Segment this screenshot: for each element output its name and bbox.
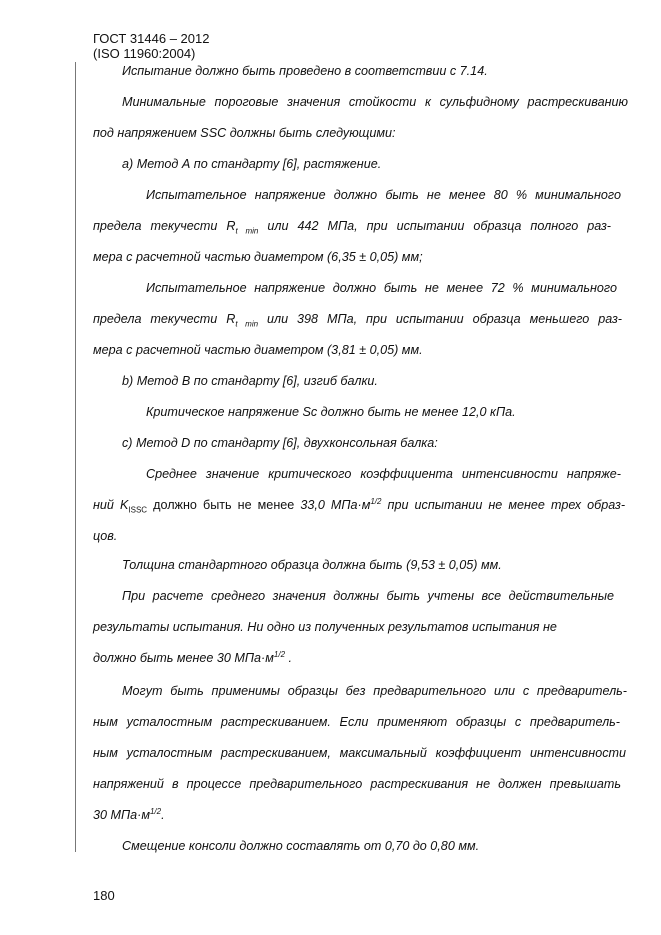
text-line-23: [93, 745, 626, 761]
text-line-15: [93, 497, 625, 513]
text-line-20-start: должно быть менее 30 МПа·м: [93, 651, 274, 665]
text-line-7: мера с расчетной частью диаметром (6,35 ± 0,05) мм;: [93, 250, 423, 264]
text-line-14: [146, 466, 621, 482]
text-line-25-end: .: [161, 808, 165, 822]
text-line-5-text: Испытательное напряжение должно быть не менее 80 % минимального: [146, 188, 621, 202]
text-line-20: [93, 650, 292, 666]
text-line-8: [146, 280, 617, 296]
iso-reference: (ISO 11960:2004): [93, 46, 196, 61]
text-line-9: [93, 311, 622, 327]
text-line-8-text: Испытательное напряжение должно быть не менее 72 % минимального: [146, 281, 617, 295]
text-line-18-text: При расчете среднего значения должны быть учтены все действительные: [122, 589, 614, 603]
text-line-6: [93, 218, 611, 234]
text-line-25-start: 30 МПа·м: [93, 808, 150, 822]
text-line-10: мера с расчетной частью диаметром (3,81 ± 0,05) мм.: [93, 343, 423, 357]
text-line-22-text: ным усталостным растрескиванием. Если применяют образцы с предваритель-: [93, 715, 620, 729]
standard-designation: ГОСТ 31446 – 2012: [93, 31, 210, 46]
text-line-6-start: предела текучести R: [93, 219, 236, 233]
margin-revision-rule: [75, 62, 76, 852]
text-line-26: Смещение консоли должно составлять от 0,70 до 0,80 мм.: [122, 839, 480, 853]
text-line-17: Толщина стандартного образца должна быть (9,53 ± 0,05) мм.: [122, 558, 502, 572]
unit-exponent: 1/2: [273, 649, 286, 659]
text-line-15-end: при испытании не менее трех образ-: [381, 498, 626, 512]
unit-exponent: 1/2: [370, 496, 382, 506]
text-line-9-start: предела текучести R: [93, 312, 236, 326]
text-line-6-end: или 442 МПа, при испытании образца полного раз-: [258, 219, 611, 233]
text-line-20-end: .: [285, 651, 293, 665]
text-line-12: Критическое напряжение Sc должно быть не менее 12,0 кПа.: [146, 405, 516, 419]
kissc-subscript: ISSC: [128, 505, 148, 515]
list-item-c: c) Метод D по стандарту [6], двухконсольная балка:: [122, 436, 438, 450]
text-line-14-text: Среднее значение критического коэффициента интенсивности напряже-: [146, 467, 621, 481]
yield-strength-subscript: t min: [235, 319, 259, 329]
unit-exponent: 1/2: [149, 806, 162, 816]
text-line-2: [122, 94, 628, 110]
text-line-24-text: напряжений в процессе предварительного растрескивания не должен превышать: [93, 777, 621, 791]
list-item-a: а) Метод А по стандарту [6], растяжение.: [122, 157, 382, 171]
text-line-1: Испытание должно быть проведено в соответствии с 7.14.: [122, 64, 488, 78]
text-line-24: [93, 776, 621, 792]
text-line-18: [122, 588, 614, 604]
text-line-3: под напряжением SSC должны быть следующими:: [93, 126, 396, 140]
page-number: 180: [93, 888, 115, 903]
kissc-value: 33,0 МПа·м: [300, 498, 371, 512]
text-line-21-text: Могут быть применимы образцы без предварительного или с предваритель-: [122, 684, 627, 698]
text-line-19: результаты испытания. Ни одно из полученных результатов испытания не: [93, 620, 557, 634]
text-line-15-start: ний K: [93, 498, 129, 512]
text-line-21: [122, 683, 627, 699]
text-line-2-text: Минимальные пороговые значения стойкости к сульфидному растрескиванию: [122, 95, 628, 109]
text-line-5: [146, 187, 621, 203]
yield-strength-subscript: t min: [235, 226, 259, 236]
text-line-9-end: или 398 МПа, при испытании образца меньшего раз-: [258, 312, 622, 326]
text-line-23-text: ным усталостным растрескиванием, максимальный коэффициент интенсивности: [93, 746, 626, 760]
text-line-15-mid: должно быть не менее: [147, 498, 301, 512]
text-line-25: [93, 807, 165, 823]
text-line-16: цов.: [93, 529, 118, 543]
list-item-b: b) Метод В по стандарту [6], изгиб балки.: [122, 374, 378, 388]
text-line-22: [93, 714, 620, 730]
